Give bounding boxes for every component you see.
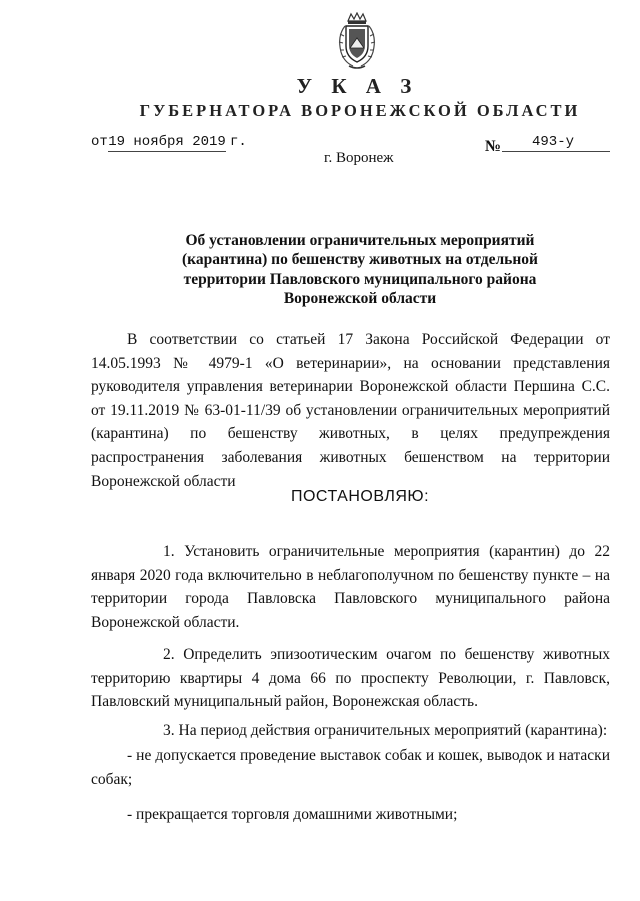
date-prefix: от <box>91 134 108 150</box>
item-1 <box>91 540 610 634</box>
item-number: 3. <box>163 722 175 739</box>
item-number: 2. <box>163 646 175 663</box>
decree-number: 493-у <box>502 134 610 152</box>
subitem-pet-trade: - прекращается торговля домашними животными; <box>127 806 458 823</box>
decree-subject: Об установлении ограничительных мероприятий (карантина) по бешенству животных на отдельной территории Павловского муниципального района Воронежской области <box>182 232 538 307</box>
city: г. Воронеж <box>324 150 394 166</box>
item-text: Установить ограничительные мероприятия (карантин) до 22 января 2020 года включительно в неблагополучном по бешенству пункте – на территории города Павловска Павловского муниципального района Воронежской области. <box>91 543 611 631</box>
coat-of-arms-icon <box>333 12 381 70</box>
item-text: Определить эпизоотическим очагом по бешенству животных территорию квартиры 4 дома 66 по проспекту Революции, г. Павловск, Павловский муниципальный район, Воронежская область. <box>91 646 610 711</box>
resolve-heading: ПОСТАНОВЛЯЮ: <box>290 488 430 505</box>
decree-title: У К А З <box>296 74 419 98</box>
item-3 <box>91 719 610 743</box>
item-2 <box>91 643 610 714</box>
preamble-paragraph: В соответствии со статьей 17 Закона Российской Федерации от 14.05.1993 № 4979-1 «О ветеринарии», на основании представления руководителя управления ветеринарии Воронежской области Першина С.С. от 19.11.2019 № 63-01-11/39 об установлении ограничительных мероприятий (карантина) по бешенству животных, в целях предупреждения распространения заболевания животных бешенством на территории Воронежской области <box>91 331 610 490</box>
subitem-exhibitions: - не допускается проведение выставок собак и кошек, выводок и натаски собак; <box>91 747 610 788</box>
number-sign: № <box>485 138 502 155</box>
decree-date: 19 ноября 2019 <box>108 134 226 150</box>
item-number: 1. <box>163 543 175 560</box>
date-suffix: г. <box>230 134 247 150</box>
decree-issuer: ГУБЕРНАТОРА ВОРОНЕЖСКОЙ ОБЛАСТИ <box>139 101 581 120</box>
item-text: На период действия ограничительных мероприятий (карантина): <box>178 722 608 739</box>
